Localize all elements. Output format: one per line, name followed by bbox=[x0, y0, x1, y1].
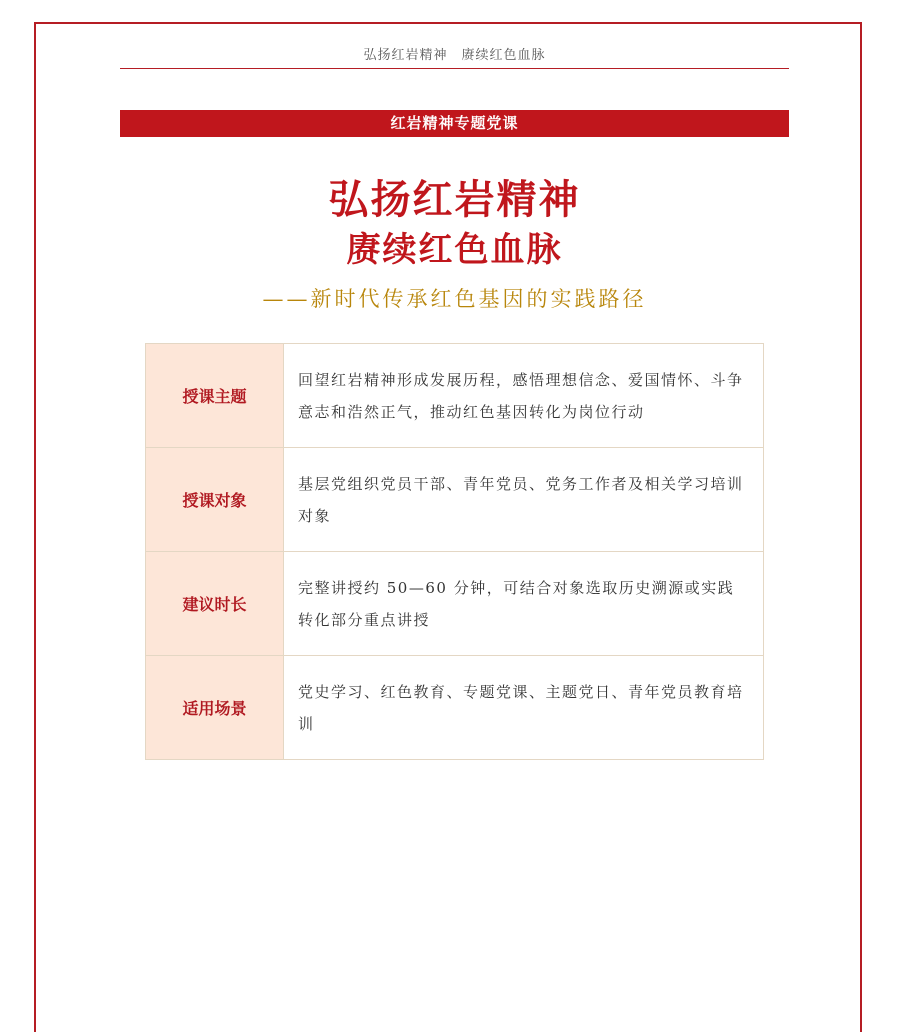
row-key: 授课主题 bbox=[146, 344, 284, 448]
row-value: 完整讲授约 50—60 分钟，可结合对象选取历史溯源或实践转化部分重点讲授 bbox=[284, 552, 764, 656]
table-row bbox=[146, 448, 764, 552]
table-row bbox=[146, 552, 764, 656]
table-row bbox=[146, 656, 764, 760]
page-title-line-2: 赓续红色血脉 bbox=[346, 230, 563, 270]
header-divider bbox=[120, 68, 789, 69]
row-value: 回望红岩精神形成发展历程，感悟理想信念、爱国情怀、斗争意志和浩然正气，推动红色基因转化为岗位行动 bbox=[284, 344, 764, 448]
row-key: 建议时长 bbox=[146, 552, 284, 656]
page-title-line-1: 弘扬红岩精神 bbox=[328, 176, 581, 223]
row-value: 基层党组织党员干部、青年党员、党务工作者及相关学习培训对象 bbox=[284, 448, 764, 552]
page-subtitle: ——新时代传承红色基因的实践路径 bbox=[262, 287, 647, 311]
row-value: 党史学习、红色教育、专题党课、主题党日、青年党员教育培训 bbox=[284, 656, 764, 760]
row-key: 适用场景 bbox=[146, 656, 284, 760]
course-info-table bbox=[145, 343, 764, 760]
running-header: 弘扬红岩精神 赓续红色血脉 bbox=[363, 48, 546, 63]
table-row bbox=[146, 344, 764, 448]
section-banner: 红岩精神专题党课 bbox=[120, 110, 789, 137]
row-key: 授课对象 bbox=[146, 448, 284, 552]
